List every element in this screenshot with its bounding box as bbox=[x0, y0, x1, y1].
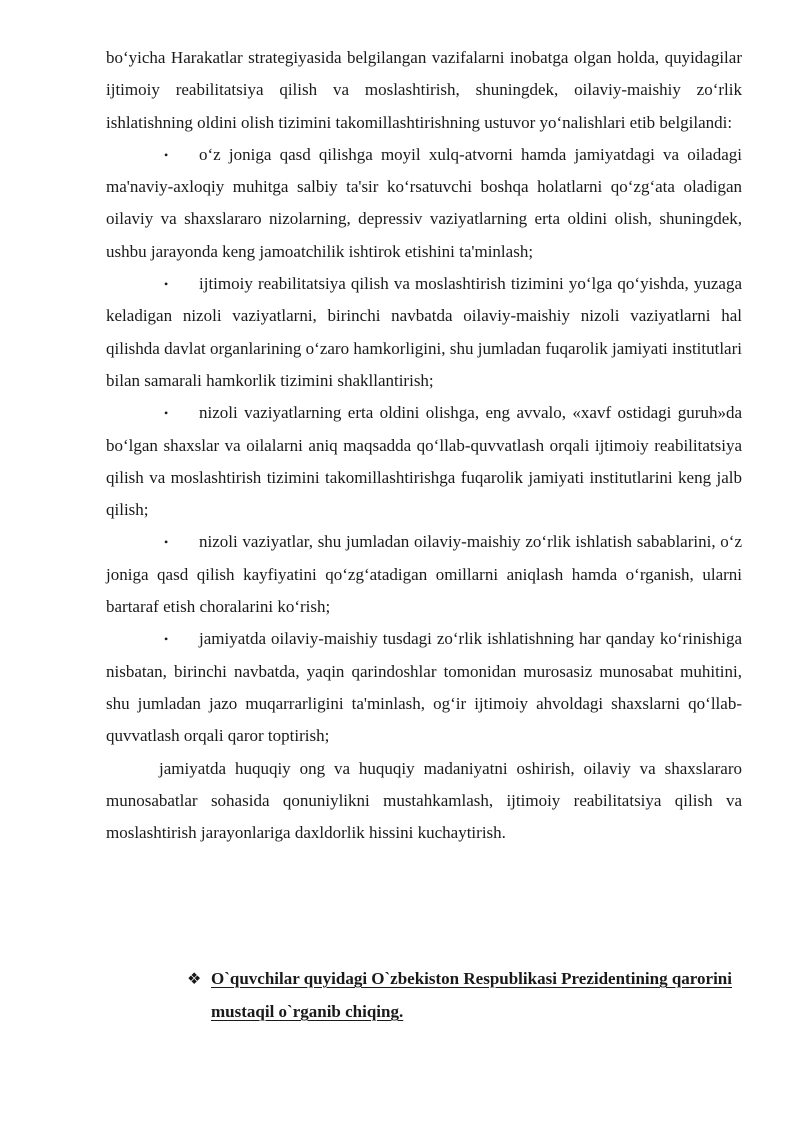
list-item-text: o‘z joniga qasd qilishga moyil xulq-atvorni hamda jamiyatdagi va oiladagi ma'naviy-axloqiy muhitga salbiy ta'sir ko‘rsatuvchi boshqa holatlarni qo‘zg‘ata oladigan oilaviy va shaxslararo nizolarning, depressiv vaziyatlarning erta oldini olish, shuningdek, ushbu jarayonda keng jamoatchilik ishtirok etishini ta'minlash; bbox=[106, 144, 742, 261]
document-body bbox=[106, 42, 742, 849]
bullet-icon: • bbox=[164, 535, 169, 550]
list-item bbox=[106, 268, 742, 397]
task-text: O`quvchilar quyidagi O`zbekiston Respublikasi Prezidentining qarorini mustaqil o`rganib chiqing. bbox=[211, 969, 732, 1021]
list-item bbox=[106, 397, 742, 526]
intro-paragraph: bo‘yicha Harakatlar strategiyasida belgilangan vazifalarni inobatga olgan holda, quyidagilar ijtimoiy reabilitatsiya qilish va moslashtirish, shuningdek, oilaviy-maishiy zo‘rlik ishlatishning oldini olish tizimini takomillashtirishning ustuvor yo‘nalishlari etib belgilandi: bbox=[106, 48, 742, 132]
bullet-icon: • bbox=[164, 277, 169, 292]
list-item bbox=[106, 623, 742, 752]
list-item bbox=[106, 526, 742, 623]
diamond-bullet-icon: ❖ bbox=[187, 969, 202, 988]
list-item-text: ijtimoiy reabilitatsiya qilish va moslashtirish tizimini yo‘lga qo‘yishda, yuzaga keladigan nizoli vaziyatlarni, birinchi navbatda oilaviy-maishiy nizoli vaziyatlarni hal qilishda davlat organlarining o‘zaro hamkorligini, shu jumladan fuqarolik jamiyati institutlari bilan samarali hamkorlik tizimini shakllantirish; bbox=[106, 274, 742, 390]
task-instruction bbox=[187, 962, 747, 1028]
bullet-icon: • bbox=[164, 632, 169, 647]
list-item-text: nizoli vaziyatlar, shu jumladan oilaviy-maishiy zo‘rlik ishlatish sabablarini, o‘z joniga qasd qilish kayfiyatini qo‘zg‘atadigan omillarni aniqlash hamda o‘rganish, ularni bartaraf etish choralarini ko‘rish; bbox=[106, 532, 742, 617]
list-item-text: nizoli vaziyatlarning erta oldini olishga, eng avvalo, «xavf ostidagi guruh»da bo‘lgan shaxslar va oilalarni aniq maqsadda qo‘llab-quvvatlash orqali ijtimoiy reabilitatsiya qilish va moslashtirish tizimini takomillashtirishga fuqarolik jamiyati institutlarini keng jalb qilish; bbox=[106, 403, 742, 520]
closing-paragraph: jamiyatda huquqiy ong va huquqiy madaniyatni oshirish, oilaviy va shaxslararo munosabatlar sohasida qonuniylikni mustahkamlash, ijtimoiy reabilitatsiya qilish va moslashtirish jarayonlariga daxldorlik hissini kuchaytirish. bbox=[106, 758, 742, 843]
list-item-text: jamiyatda oilaviy-maishiy tusdagi zo‘rlik ishlatishning har qanday ko‘rinishiga nisbatan, birinchi navbatda, yaqin qarindoshlar tomonidan murosasiz munosabat muhitini, shu jumladan jazo muqarrarligini ta'minlash, og‘ir ijtimoiy ahvoldagi shaxslarni qo‘llab-quvvatlash orqali qaror toptirish; bbox=[106, 629, 742, 746]
bullet-icon: • bbox=[164, 406, 169, 421]
list-item bbox=[106, 139, 742, 268]
bullet-icon: • bbox=[164, 147, 169, 162]
